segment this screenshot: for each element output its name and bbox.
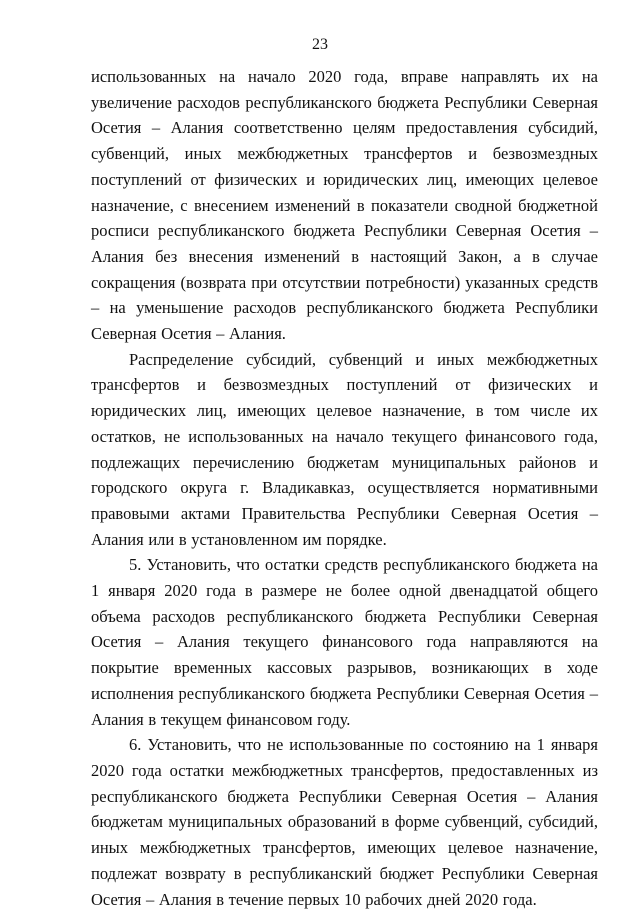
paragraph-distribution: Распределение субсидий, субвенций и иных межбюджетных трансфертов и безвозмездных поступлений от физических и юридических лиц, имеющих целевое назначение, в том числе их остатков, не использованных на начало текущего финансового года, подлежащих перечислению бюджетам муниципальных районов и городского округа г. Владикавказ, осуществляется нормативными правовыми актами Правительства Республики Северная Осетия – Алания или в установленном им порядке. xyxy=(91,349,598,549)
document-body xyxy=(91,64,598,912)
page-number: 23 xyxy=(312,36,328,53)
paragraph-item-6: 6. Установить, что не использованные по состоянию на 1 января 2020 года остатки межбюджетных трансфертов, предоставленных из республиканского бюджета Республики Северная Осетия – Алания бюджетам муниципальных образований в форме субвенций, субсидий, иных межбюджетных трансфертов, имеющих целевое назначение, подлежат возврату в республиканский бюджет Республики Северная Осетия – Алания в течение первых 10 рабочих дней 2020 года. xyxy=(91,735,598,909)
paragraph-item-5: 5. Установить, что остатки средств республиканского бюджета на 1 января 2020 года в размере не более одной двенадцатой общего объема расходов республиканского бюджета Республики Северная Осетия – Алания текущего финансового года направляются на покрытие временных кассовых разрывов, возникающих в ходе исполнения республиканского бюджета Республики Северная Осетия – Алания в текущем финансовом году. xyxy=(91,555,598,729)
paragraph-continuation: использованных на начало 2020 года, вправе направлять их на увеличение расходов республиканского бюджета Республики Северная Осетия – Алания соответственно целям предоставления субсидий, субвенций, иных межбюджетных трансфертов и безвозмездных поступлений от физических и юридических лиц, имеющих целевое назначение, с внесением изменений в показатели сводной бюджетной росписи республиканского бюджета Республики Северная Осетия – Алания без внесения изменений в настоящий Закон, а в случае сокращения (возврата при отсутствии потребности) указанных средств – на уменьшение расходов республиканского бюджета Республики Северная Осетия – Алания. xyxy=(91,67,598,344)
